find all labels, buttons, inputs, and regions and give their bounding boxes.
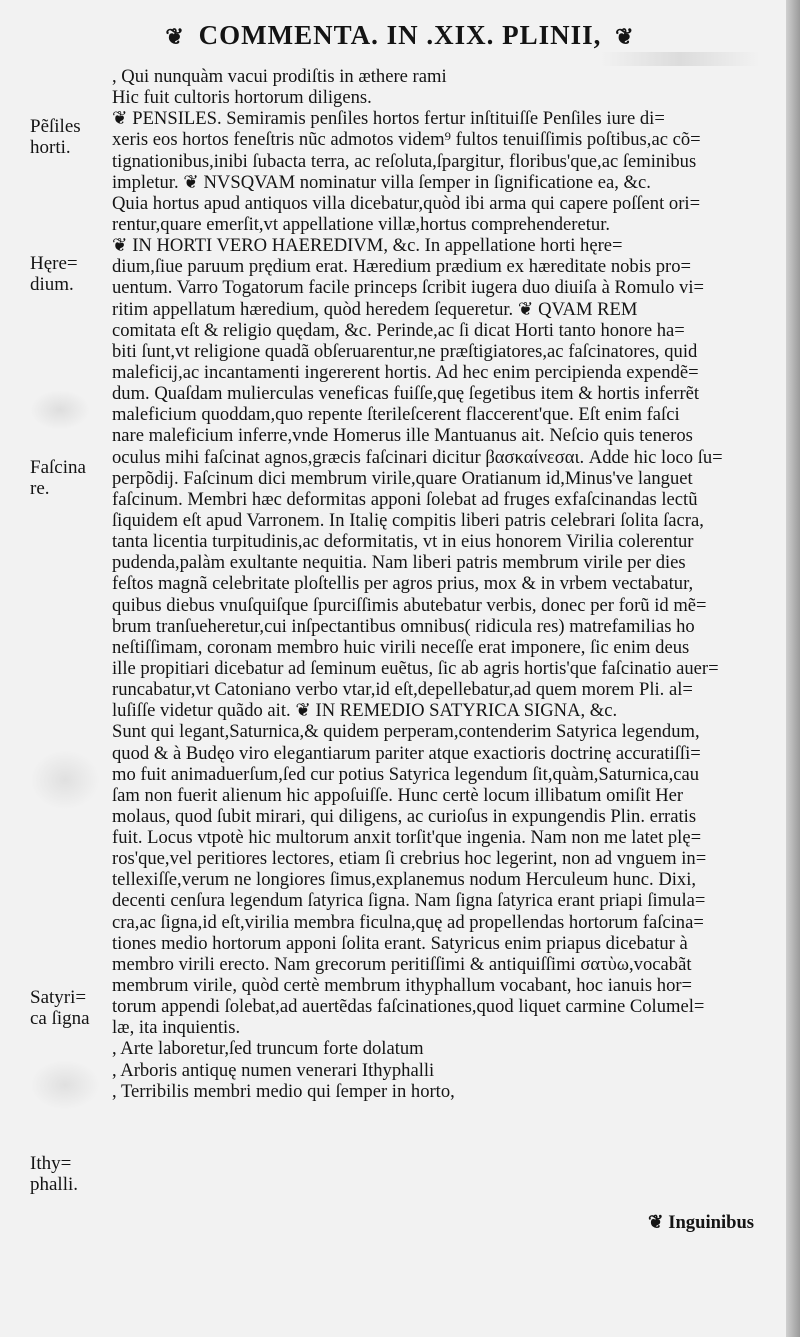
text-line: luſiſſe videtur quãdo ait. ❦ IN REMEDIO SATYRICA SIGNA, &c. (112, 700, 618, 722)
text-line: membrum virile, quòd certè membrum ithyphallum vocabant, hoc ianuis hor= (112, 975, 693, 997)
text-line: torum appendi ſolebat,ad auertẽdas faſcinationes,quod liquet carmine Columel= (112, 996, 705, 1018)
text-line: mo fuit animaduerſum,ſed cur potius Satyrica legendum ſit,quàm,Saturnica,cau (112, 763, 700, 785)
text-line: impletur. ❦ NVSQVAM nominatur villa ſemper in ſignificatione ea, &c. (112, 171, 651, 193)
text-line: faſcinum. Membri hæc deformitas apponi ſolebat ad fruges exfaſcinandas lectũ (112, 488, 698, 510)
text-line: maleficij,ac incantamenti ingererent hortis. Ad hec enim percipienda expendẽ= (112, 361, 699, 383)
text-line: ❦ PENSILES. Semiramis penſiles hortos fertur inſtituiſſe Penſiles iure di= (112, 108, 665, 130)
text-line (112, 1102, 764, 1123)
text-line: uentum. Varro Togatorum facile princeps ſcribit iugera duo diuiſa à Romulo vi= (112, 277, 704, 299)
text-line: ros'que,vel peritiores lectores, etiam ſi crebrius hoc legerint, non ad vnguem in= (112, 848, 707, 870)
text-line: pudenda,palàm exultante nequitia. Nam liberi patris membrum virile per dies (112, 552, 686, 574)
margin-note-satyrica-signa: Satyri= ca ſigna (30, 987, 90, 1029)
leaf-ornament-icon: ❦ (615, 24, 635, 49)
main-text-block (112, 66, 764, 1123)
margin-note-fascinare: Faſcina re. (30, 457, 86, 499)
leaf-ornament-icon: ❦ (165, 24, 185, 49)
text-line: Sunt qui legant,Saturnica,& quidem perperam,contenderim Satyrica legendum, (112, 721, 700, 743)
text-line: neſtiſſimam, coronam membro huic virili neceſſe erat imponere, ſic enim deus (112, 636, 690, 658)
text-line: nare maleficium inferre,vnde Homerus ille Mantuanus ait. Neſcio quis teneros (112, 425, 693, 447)
text-line: cra,ac ſigna,id eſt,virilia membra ficulna,quę ad propellendas hortorum faſcina= (112, 911, 704, 933)
text-line: tignationibus,inibi ſubacta terra, ac reſoluta,ſpargitur, floribus'que,ac ſeminibus (112, 150, 697, 172)
text-line: tellexiſſe,verum ne longiores ſimus,explanemus nodum Herculeum hunc. Dixi, (112, 869, 697, 891)
text-line: quibus diebus vnuſquiſque ſpurciſſimis abutebatur verbis, donec per forũ id mẽ= (112, 594, 707, 616)
running-header (0, 20, 800, 51)
text-line: , Arte laboretur,ſed truncum forte dolatum (112, 1038, 424, 1060)
text-line: rentur,quare emerſit,vt appellatione villæ,hortus comprehenderetur. (112, 213, 611, 235)
text-line: Hic fuit cultoris hortorum diligens. (112, 87, 372, 109)
bleed-through-shape (30, 1060, 100, 1110)
text-line: dum. Quaſdam mulierculas veneficas fuiſſe,quę ſegetibus item & hortis inferrẽt (112, 383, 700, 405)
text-line: feſtos magnã celebritate ploſtellis per agros prius, mox & in vrbem vectabatur, (112, 573, 694, 595)
bleed-through-shape (30, 750, 100, 810)
text-line: ſam non fuerit alienum hic appoſuiſſe. Hunc certè locum illibatum omiſit Her (112, 784, 684, 806)
text-line: membro virili erecto. Nam grecorum peritiſſimi & antiquiſſimi σατὺω,vocabãt (112, 953, 692, 975)
text-line: tiones medio hortorum apponi ſolita erant. Satyricus enim priapus dicebatur à (112, 932, 688, 954)
running-title: COMMENTA. IN .XIX. PLINII, (198, 20, 602, 50)
margin-note-pensiles: Pẽſiles horti. (30, 116, 81, 158)
text-line: , Arboris antiquę numen venerari Ithyphalli (112, 1059, 435, 1081)
text-line: biti ſunt,vt religione quadã obſeruarentur,ne præſtigiatores,ac faſcinatores, quid (112, 340, 698, 362)
text-line: læ, ita inquientis. (112, 1017, 241, 1039)
margin-note-heredium: Hęre= dium. (30, 253, 78, 295)
text-line: runcabatur,vt Catoniano verbo vtar,id eſt,depellebatur,ad quem morem Pli. al= (112, 679, 693, 701)
bleed-through-shape (30, 390, 90, 430)
text-line: molaus, quod ſubit mirari, qui diligens, ac curioſus in expungendis Plin. erratis (112, 805, 697, 827)
text-line: , Qui nunquàm vacui prodiſtis in æthere rami (112, 66, 447, 87)
bleed-through-shape (600, 52, 760, 66)
text-line: quod & à Budęo viro elegantiarum pariter atque exactioris doctrinę accuratiſſi= (112, 742, 701, 764)
text-line: xeris eos hortos feneſtris nũc admotos videm⁹ fultos tenuiſſimis poſtibus,ac cõ= (112, 129, 701, 151)
text-line: Quia hortus apud antiquos villa dicebatur,quòd ibi arma qui capere poſſent ori= (112, 192, 701, 214)
text-line: dium,ſiue paruum prędium erat. Hæredium prædium ex hæreditate nobis pro= (112, 256, 692, 278)
text-line: oculus mihi faſcinat agnos,græcis faſcinari dicitur βασκαίνεσαι. Adde hic loco ſu= (112, 446, 723, 468)
text-line: ritim appellatum hæredium, quòd heredem ſequeretur. ❦ QVAM REM (112, 298, 638, 320)
text-line: ille propitiari dicebatur ad ſeminum euẽtus, ſic ab agris hortis'que faſcinatio auer= (112, 657, 719, 679)
margin-note-ithyphalli: Ithy= phalli. (30, 1153, 79, 1195)
text-line: maleficium quoddam,quo repente ſterileſcerent flaccerent'que. Eſt enim faſci (112, 404, 680, 426)
text-line: ❦ IN HORTI VERO HAEREDIVM, &c. In appellatione horti hęre= (112, 235, 623, 257)
page-edge-shadow (786, 0, 800, 1337)
text-line: comitata eſt & religio quędam, &c. Perinde,ac ſi dicat Horti tanto honore ha= (112, 319, 685, 341)
catchword: ❦ Inguinibus (648, 1212, 755, 1233)
text-line: , Terribilis membri medio qui ſemper in horto, (112, 1080, 455, 1102)
text-line: brum tranſueheretur,cui inſpectantibus omnibus( ridicula res) matrefamilias ho (112, 615, 695, 637)
text-line: perpõdij. Faſcinum dici membrum virile,quare Oratianum id,Minus've languet (112, 467, 693, 489)
text-line: ſiquidem eſt apud Varronem. In Italię compitis liberi patris celebrari ſolita ſacra, (112, 509, 704, 531)
text-line: fuit. Locus vtpotè hic multorum anxit torſit'que ingenia. Nam non me latet plę= (112, 827, 702, 849)
text-line: tanta licentia turpitudinis,ac deformitatis, vt in eius honorem Virilia colerentur (112, 531, 694, 553)
text-line: decenti cenſura legendum ſatyrica ſigna. Nam ſigna ſatyrica erant priapi ſimula= (112, 890, 706, 912)
